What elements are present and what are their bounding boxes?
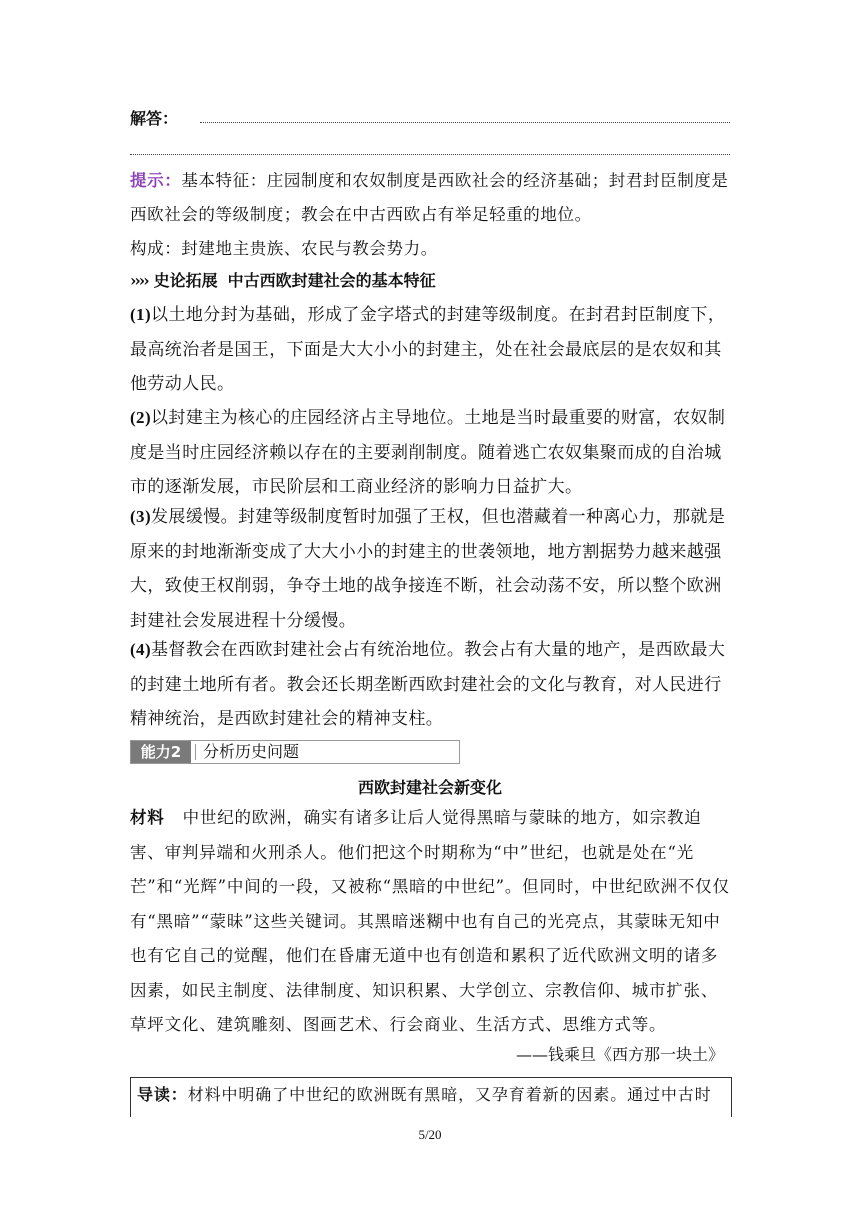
hint-text: 基本特征：庄园制度和农奴制度是西欧社会的经济基础；封君封臣制度是西欧社会的等级制度；教会在中古西欧占有举足轻重的地位。 <box>130 171 729 224</box>
section-heading <box>130 268 436 294</box>
section-label: 史论拓展 <box>153 271 218 290</box>
material-paragraph <box>130 801 734 1043</box>
ability-title: 分析历史问题 <box>203 742 300 761</box>
material-text: 中世纪的欧洲，确实有诸多让后人觉得黑暗与蒙昧的地方，如宗教迫害、审判异端和火刑杀人。他们把这个时期称为“中”世纪，也就是处在“光芒”和“光辉”中间的一段，又被称“黑暗的中世纪”。但同时，中世纪欧洲不仅仅有“黑暗”“蒙昧”这些关键词。其黑暗迷糊中也有自己的光亮点，其蒙昧无知中也有它自己的觉醒，他们在昏庸无道中也有创造和累积了近代欧洲文明的诸多因素，如民主制度、法律制度、知识积累、大学创立、宗教信仰、城市扩张、草坪文化、建筑雕刻、图画艺术、行会商业、生活方式、思维方式等。 <box>130 808 730 1034</box>
hint-paragraph <box>130 164 732 232</box>
point-1 <box>130 298 734 402</box>
page-number: 5/20 <box>418 1127 442 1142</box>
point-number: (2) <box>130 408 152 427</box>
guide-box <box>130 1077 732 1117</box>
point-text: 发展缓慢。封建等级制度暂时加强了王权，但也潜藏着一种离心力，那就是原来的封地渐渐变成了大大小小的封建主的世袭领地，地方割据势力越来越强大，致使王权削弱，争夺土地的战争接连不断，社会动荡不安，所以整个欧洲封建社会发展进程十分缓慢。 <box>130 507 726 630</box>
guide-label: 导读： <box>137 1085 188 1104</box>
point-text: 基督教会在西欧封建社会占有统治地位。教会占有大量的地产，是西欧最大的封建土地所有者。教会还长期垄断西欧封建社会的文化与教育，对人民进行精神统治，是西欧封建社会的精神支柱。 <box>130 640 726 728</box>
material-title: 西欧封建社会新变化 <box>357 778 502 797</box>
ability-tag: 能力2 <box>131 741 191 763</box>
point-2 <box>130 401 734 505</box>
divider <box>195 744 196 760</box>
ability-banner <box>130 740 460 764</box>
answer-line-2 <box>130 154 730 155</box>
point-text: 以土地分封为基础，形成了金字塔式的封建等级制度。在封君封臣制度下，最高统治者是国王，下面是大大小小的封建主，处在社会最底层的是农奴和其他劳动人民。 <box>130 305 726 393</box>
chevron-arrows-icon: ›››› <box>130 271 148 290</box>
point-3 <box>130 500 734 638</box>
material-source: ——钱乘旦《西方那一块土》 <box>515 1045 724 1064</box>
section-title: 中古西欧封建社会的基本特征 <box>227 271 436 290</box>
point-text: 以封建主为核心的庄园经济占主导地位。土地是当时最重要的财富，农奴制度是当时庄园经济赖以存在的主要剥削制度。随着逃亡农奴集聚而成的自治城市的逐渐发展，市民阶层和工商业经济的影响力日益扩大。 <box>130 408 726 496</box>
material-label: 材料 <box>130 808 165 827</box>
composition-paragraph: 构成：封建地主贵族、农民与教会势力。 <box>130 239 438 258</box>
hint-label: 提示： <box>130 171 182 190</box>
point-4 <box>130 633 734 737</box>
point-number: (4) <box>130 640 152 659</box>
point-number: (1) <box>130 305 152 324</box>
answer-line-1 <box>200 122 730 123</box>
guide-text: 材料中明确了中世纪的欧洲既有黑暗，又孕育着新的因素。通过中古时 <box>187 1085 712 1104</box>
point-number: (3) <box>130 507 152 526</box>
answer-label: 解答： <box>130 109 179 128</box>
answer-row <box>130 106 730 128</box>
